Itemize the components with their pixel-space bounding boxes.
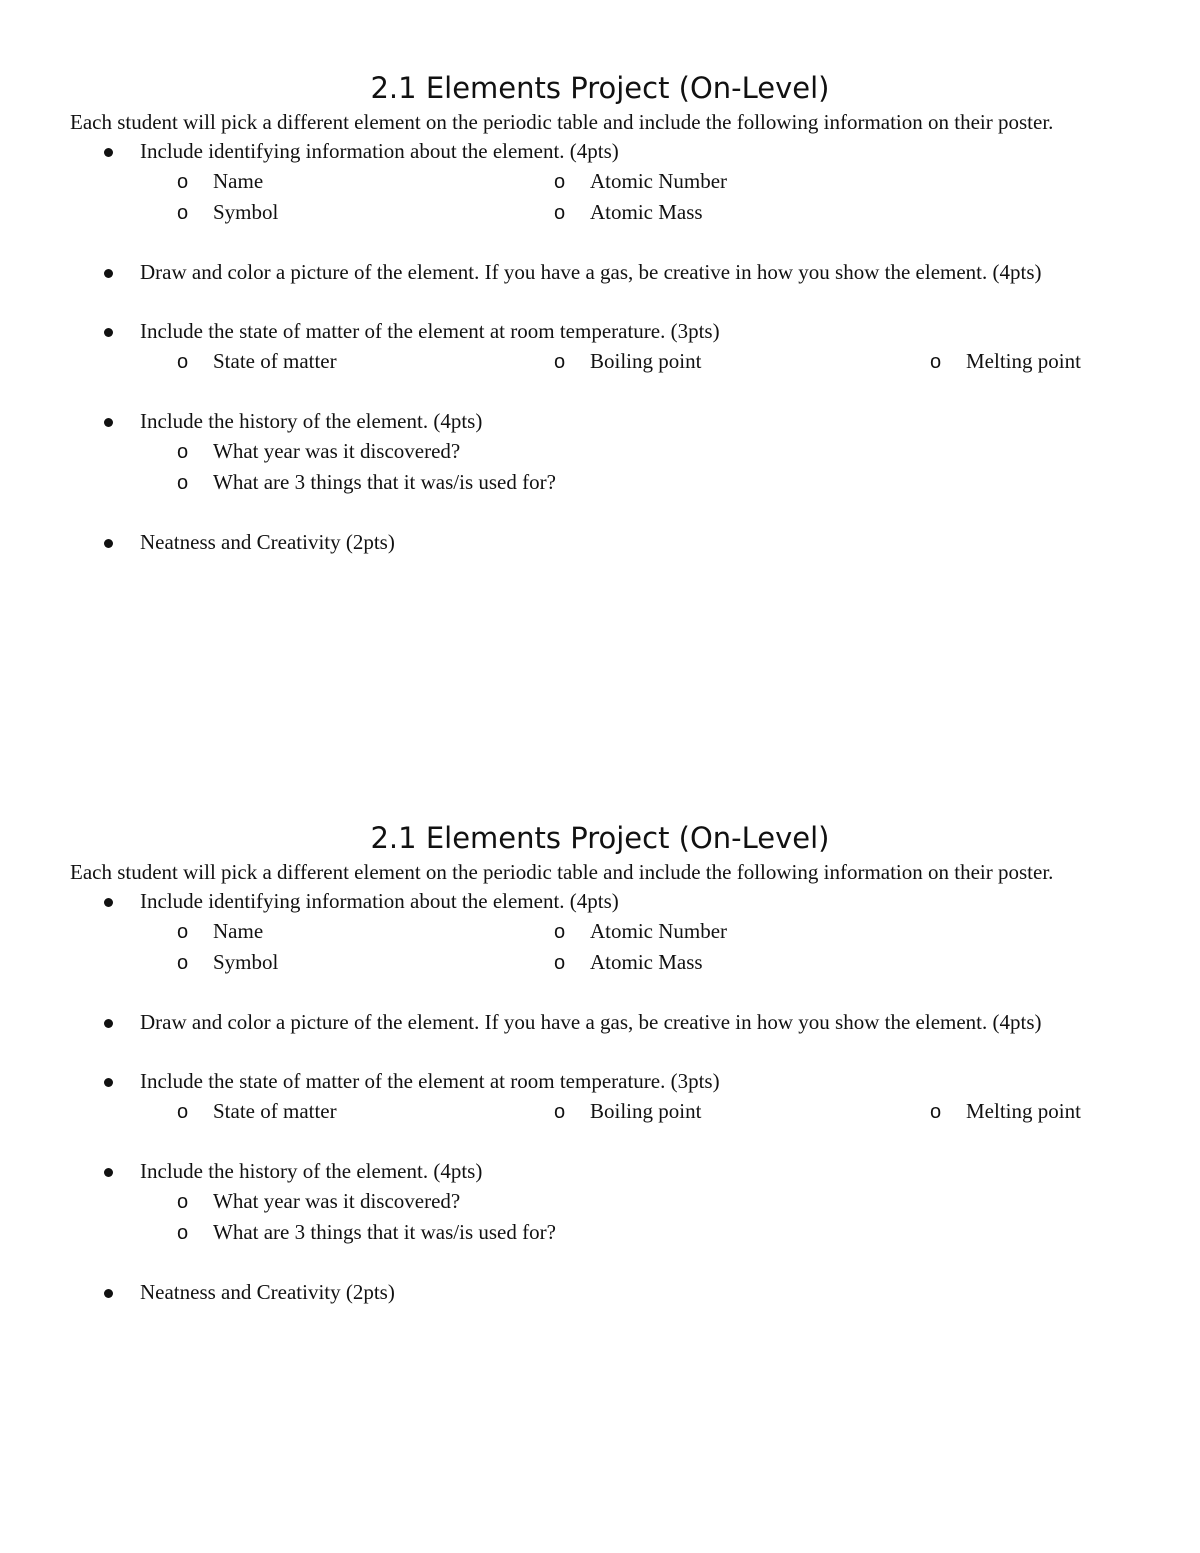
circle-bullet-icon: o (177, 1101, 189, 1123)
sub-item-atomic-number (554, 166, 930, 197)
sub-item-three-uses (70, 1217, 1070, 1248)
sub-item-text: What are 3 things that it was/is used for? (213, 470, 556, 494)
requirement-picture (70, 258, 1130, 287)
bullet-dot-icon (104, 418, 113, 427)
sub-item-text: Atomic Number (590, 919, 728, 943)
requirement-history (70, 407, 1130, 436)
bullet-dot-icon (104, 328, 113, 337)
sub-item-text: Boiling point (590, 349, 702, 373)
bullet-dot-icon (104, 898, 113, 907)
circle-bullet-icon: o (554, 952, 566, 974)
sub-item-text: What are 3 things that it was/is used for? (213, 1220, 556, 1244)
sub-list-row (70, 947, 1130, 978)
requirement-neatness (70, 1278, 1130, 1307)
requirement-text: Include the state of matter of the element at room temperature. (3pts) (140, 319, 720, 343)
requirement-text: Include identifying information about the element. (4pts) (140, 889, 619, 913)
sub-item-text: Name (213, 169, 264, 193)
sub-item-atomic-mass (554, 947, 930, 978)
sub-list-row (70, 1217, 1130, 1248)
bullet-dot-icon (104, 1019, 113, 1028)
handout-copy-2 (70, 818, 1130, 1307)
sub-list-row (70, 1096, 1130, 1127)
sub-list-row (70, 166, 1130, 197)
circle-bullet-icon: o (177, 1222, 189, 1244)
bullet-dot-icon (104, 1078, 113, 1087)
circle-bullet-icon: o (554, 351, 566, 373)
sub-list-row (70, 197, 1130, 228)
sub-item-melting-point (930, 346, 1130, 377)
requirement-text: Draw and color a picture of the element. If you have a gas, be creative in how you show the element. (4pts) (140, 260, 1042, 284)
bullet-dot-icon (104, 148, 113, 157)
sub-item-symbol (70, 197, 554, 228)
circle-bullet-icon: o (930, 351, 942, 373)
sub-item-text: Name (213, 919, 264, 943)
requirement-neatness (70, 528, 1130, 557)
sub-item-name (70, 916, 554, 947)
sub-item-atomic-mass (554, 197, 930, 228)
sub-item-text: What year was it discovered? (213, 439, 461, 463)
requirement-picture (70, 1008, 1130, 1037)
bullet-dot-icon (104, 269, 113, 278)
sub-list-row (70, 436, 1130, 467)
requirement-identifying-info (70, 137, 1130, 166)
requirement-history (70, 1157, 1130, 1186)
intro-paragraph: Each student will pick a different element on the periodic table and include the following information on their poster. (70, 110, 1054, 134)
circle-bullet-icon: o (930, 1101, 942, 1123)
sub-item-boiling-point (554, 1096, 930, 1127)
requirement-text: Include identifying information about the element. (4pts) (140, 139, 619, 163)
circle-bullet-icon: o (177, 202, 189, 224)
bullet-dot-icon (104, 1168, 113, 1177)
sub-item-text: Atomic Mass (590, 950, 703, 974)
sub-item-state-of-matter (70, 1096, 554, 1127)
circle-bullet-icon: o (177, 472, 189, 494)
sub-item-text: State of matter (213, 1099, 337, 1123)
requirement-text: Include the history of the element. (4pts) (140, 1159, 483, 1183)
sub-item-text: What year was it discovered? (213, 1189, 461, 1213)
sub-item-year-discovered (70, 436, 1070, 467)
sub-item-text: Melting point (966, 349, 1081, 373)
bullet-dot-icon (104, 1289, 113, 1298)
sub-list-row (70, 467, 1130, 498)
circle-bullet-icon: o (554, 921, 566, 943)
requirement-text: Neatness and Creativity (2pts) (140, 530, 395, 554)
sub-list-row (70, 916, 1130, 947)
circle-bullet-icon: o (177, 1191, 189, 1213)
sub-list-row (70, 346, 1130, 377)
sub-item-melting-point (930, 1096, 1130, 1127)
requirement-text: Draw and color a picture of the element. If you have a gas, be creative in how you show the element. (4pts) (140, 1010, 1042, 1034)
page-title: 2.1 Elements Project (On-Level) (370, 71, 830, 105)
circle-bullet-icon: o (554, 171, 566, 193)
sub-item-text: Atomic Mass (590, 200, 703, 224)
requirement-state-of-matter (70, 1067, 1130, 1096)
handout-copy-1 (70, 68, 1130, 557)
requirement-text: Neatness and Creativity (2pts) (140, 1280, 395, 1304)
sub-item-three-uses (70, 467, 1070, 498)
circle-bullet-icon: o (177, 441, 189, 463)
requirement-identifying-info (70, 887, 1130, 916)
sub-item-boiling-point (554, 346, 930, 377)
sub-item-year-discovered (70, 1186, 1070, 1217)
requirement-text: Include the history of the element. (4pts) (140, 409, 483, 433)
page-title: 2.1 Elements Project (On-Level) (370, 821, 830, 855)
sub-item-atomic-number (554, 916, 930, 947)
circle-bullet-icon: o (177, 921, 189, 943)
sub-item-text: Symbol (213, 200, 279, 224)
requirement-state-of-matter (70, 317, 1130, 346)
circle-bullet-icon: o (554, 202, 566, 224)
sub-list-row (70, 1186, 1130, 1217)
bullet-dot-icon (104, 539, 113, 548)
intro-paragraph: Each student will pick a different element on the periodic table and include the following information on their poster. (70, 860, 1054, 884)
circle-bullet-icon: o (177, 171, 189, 193)
requirement-text: Include the state of matter of the element at room temperature. (3pts) (140, 1069, 720, 1093)
circle-bullet-icon: o (554, 1101, 566, 1123)
sub-item-name (70, 166, 554, 197)
sub-item-state-of-matter (70, 346, 554, 377)
circle-bullet-icon: o (177, 351, 189, 373)
sub-item-text: Symbol (213, 950, 279, 974)
sub-item-text: Melting point (966, 1099, 1081, 1123)
circle-bullet-icon: o (177, 952, 189, 974)
sub-item-symbol (70, 947, 554, 978)
sub-item-text: State of matter (213, 349, 337, 373)
sub-item-text: Boiling point (590, 1099, 702, 1123)
sub-item-text: Atomic Number (590, 169, 728, 193)
